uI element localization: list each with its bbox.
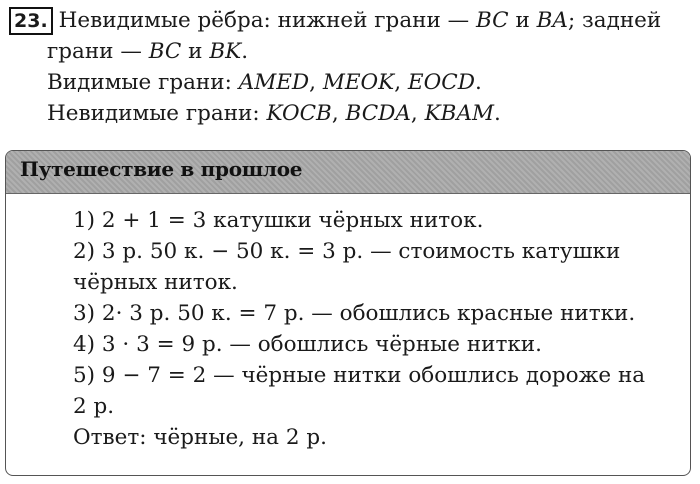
text: , bbox=[410, 101, 425, 126]
task-23-line-4 bbox=[9, 101, 693, 127]
solution-line: 3) 2· 3 р. 50 к. = 7 р. — обошлись красные нитки. bbox=[73, 301, 636, 326]
history-panel bbox=[5, 150, 691, 476]
solution-line: 2 р. bbox=[73, 394, 115, 419]
task-23-block bbox=[9, 8, 693, 127]
text: ; задней bbox=[567, 8, 662, 33]
task-number-badge: 23. bbox=[9, 7, 53, 35]
panel-header bbox=[6, 151, 690, 194]
edge-label: BA bbox=[536, 8, 568, 33]
face-label: KOCB bbox=[266, 101, 332, 126]
face-label: EOCD bbox=[407, 70, 475, 95]
face-label: BCDA bbox=[345, 101, 411, 126]
panel-body bbox=[73, 205, 673, 453]
edge-label: BK bbox=[209, 39, 242, 64]
task-23-line-2 bbox=[9, 39, 693, 65]
panel-title: Путешествие в прошлое bbox=[20, 157, 303, 181]
solution-line: 4) 3 · 3 = 9 р. — обошлись чёрные нитки. bbox=[73, 332, 542, 357]
answer-line: Ответ: чёрные, на 2 р. bbox=[73, 425, 327, 450]
text: , bbox=[309, 70, 323, 95]
text: Невидимые грани: bbox=[47, 101, 267, 126]
face-label: MEOK bbox=[322, 70, 395, 95]
task-23-line-3 bbox=[9, 70, 693, 96]
edge-label: BC bbox=[148, 39, 182, 64]
text: , bbox=[394, 70, 408, 95]
text: грани — bbox=[47, 39, 149, 64]
task-23-line-1 bbox=[9, 8, 693, 34]
text: Видимые грани: bbox=[47, 70, 239, 95]
text: и bbox=[508, 8, 537, 33]
solution-line: 2) 3 р. 50 к. − 50 к. = 3 р. — стоимость катушки bbox=[73, 239, 621, 264]
solution-line: чёрных ниток. bbox=[73, 270, 238, 295]
text: и bbox=[181, 39, 210, 64]
text: Невидимые рёбра: нижней грани — bbox=[58, 8, 476, 33]
text: . bbox=[494, 101, 501, 126]
edge-label: BC bbox=[475, 8, 509, 33]
text: , bbox=[331, 101, 346, 126]
text: . bbox=[474, 70, 482, 95]
text: . bbox=[241, 39, 249, 64]
solution-line: 5) 9 − 7 = 2 — чёрные нитки обошлись дороже на bbox=[73, 363, 646, 388]
face-label: AMED bbox=[238, 70, 310, 95]
solution-line: 1) 2 + 1 = 3 катушки чёрных ниток. bbox=[73, 208, 484, 233]
face-label: KBAM bbox=[424, 101, 494, 126]
